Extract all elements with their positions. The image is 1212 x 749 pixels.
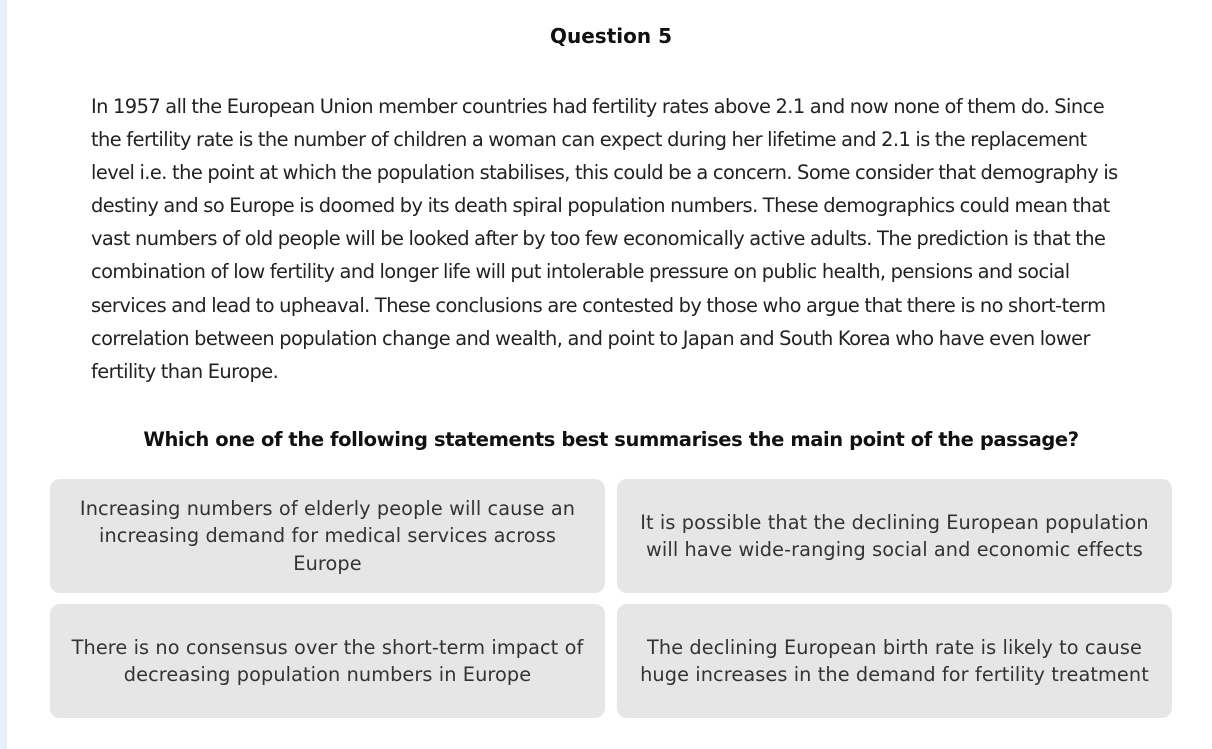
answer-option-label: There is no consensus over the short-term impact of decreasing population numbers in Europe xyxy=(71,635,584,686)
answer-option-2[interactable] xyxy=(617,479,1172,593)
left-edge-strip xyxy=(0,0,7,749)
answer-option-3[interactable] xyxy=(50,604,605,718)
passage-text: In 1957 all the European Union member countries had fertility rates above 2.1 and now none of them do. Since the fertility rate is the number of children a woman can expect during her lifetime and 2.1 is the replacement level i.e. the point at which the population stabilises, this could be a concern. Some consider that demography is destiny and so Europe is doomed by its death spiral population numbers. These demographics could mean that vast numbers of old people will be looked after by too few economically active adults. The prediction is that the combination of low fertility and longer life will put intolerable pressure on public health, pensions and social services and lead to upheaval. These conclusions are contested by those who argue that there is no short-term correlation between population change and wealth, and point to Japan and South Korea who have even lower fertility than Europe. xyxy=(91,95,1118,383)
question-prompt: Which one of the following statements best summarises the main point of the passage? xyxy=(143,428,1079,451)
answer-option-label: It is possible that the declining European population will have wide-ranging social and economic effects xyxy=(640,510,1149,561)
answer-option-4[interactable] xyxy=(617,604,1172,718)
answer-option-label: Increasing numbers of elderly people will cause an increasing demand for medical services across Europe xyxy=(79,496,576,575)
answer-option-label: The declining European birth rate is likely to cause huge increases in the demand for fertility treatment xyxy=(640,635,1149,686)
question-title: Question 5 xyxy=(550,24,672,48)
answer-option-1[interactable] xyxy=(50,479,605,593)
answer-options xyxy=(50,479,1172,718)
